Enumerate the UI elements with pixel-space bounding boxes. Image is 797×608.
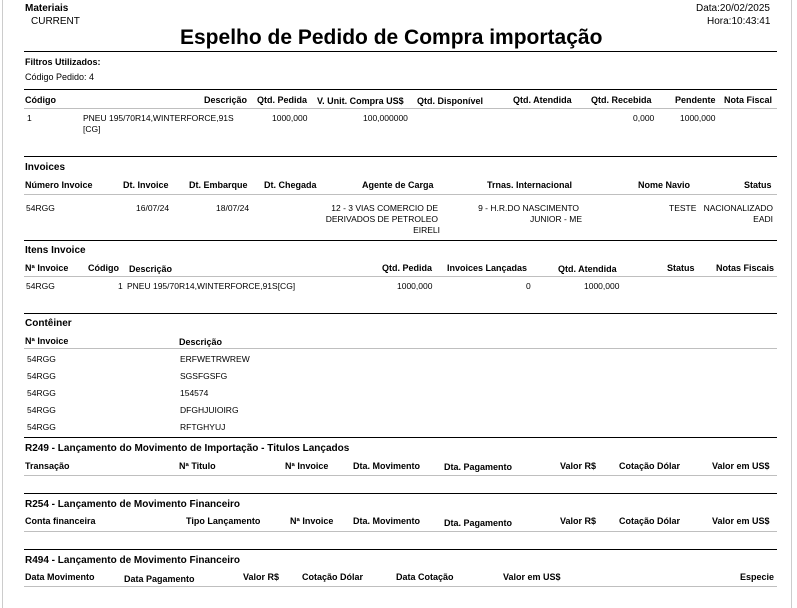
order-header-divider <box>24 108 777 109</box>
order-qtd-pedida: 1000,000 <box>272 113 308 123</box>
r494-col-data-pag: Data Pagamento <box>124 574 195 584</box>
conteiner-row-descricao: 154574 <box>180 388 209 398</box>
r249-col-transacao: Transação <box>25 461 70 471</box>
conteiner-row-invoice: 54RGG <box>27 405 56 415</box>
col-qtd-recebida: Qtd. Recebida <box>591 95 652 105</box>
inv-col-agente: Agente de Carga <box>362 180 434 190</box>
inv-col-dt-embarque: Dt. Embarque <box>189 180 248 190</box>
col-qtd-pedida: Qtd. Pedida <box>257 95 308 105</box>
inv-dt-invoice: 16/07/24 <box>136 203 170 213</box>
conteiner-header-divider <box>24 348 777 349</box>
itens-col-codigo: Código <box>88 263 119 273</box>
inv-numero: 54RGG <box>26 203 55 213</box>
inv-col-dt-chegada: Dt. Chegada <box>264 180 317 190</box>
inv-trans-line2: JUNIOR - ME <box>530 214 582 224</box>
inv-trans-line1: 9 - H.R.DO NASCIMENTO <box>478 203 579 213</box>
inv-col-dt-invoice: Dt. Invoice <box>123 180 169 190</box>
inv-agente-line2: DERIVADOS DE PETROLEO <box>325 214 438 224</box>
r494-col-data-mov: Data Movimento <box>25 572 95 582</box>
order-qtd-recebida: 0,000 <box>633 113 655 123</box>
col-pendente: Pendente <box>675 95 716 105</box>
r494-col-valor-rs: Valor R$ <box>243 572 280 582</box>
r494-title: R494 - Lançamento de Movimento Financeiro <box>25 555 241 566</box>
invoices-divider <box>24 240 777 241</box>
inv-dt-embarque: 18/07/24 <box>216 203 250 213</box>
order-divider <box>24 156 777 157</box>
inv-col-status: Status <box>744 180 772 190</box>
col-codigo: Código <box>25 95 56 105</box>
conteiner-divider <box>24 437 777 438</box>
itens-invoice: 54RGG <box>26 281 55 291</box>
page-left-border <box>2 0 3 608</box>
itens-descricao: PNEU 195/70R14,WINTERFORCE,91S[CG] <box>127 281 296 291</box>
conteiner-row-invoice: 54RGG <box>27 422 56 432</box>
order-descricao-line1: PNEU 195/70R14,WINTERFORCE,91S <box>83 113 234 123</box>
itens-title: Itens Invoice <box>25 245 86 256</box>
inv-agente-line1: 12 - 3 VIAS COMERCIO DE <box>331 203 438 213</box>
itens-header-divider <box>24 276 777 277</box>
itens-qtd-atendida: 1000,000 <box>584 281 620 291</box>
conteiner-row-descricao: DFGHJUIOIRG <box>180 405 239 415</box>
r254-col-invoice: Nª Invoice <box>290 516 334 526</box>
module-label: Materiais <box>25 3 69 14</box>
r254-header-divider <box>24 531 777 532</box>
itens-qtd-pedida: 1000,000 <box>397 281 433 291</box>
environment-label: CURRENT <box>31 16 80 27</box>
col-descricao: Descrição <box>204 95 248 105</box>
r494-col-data-cotacao: Data Cotação <box>396 572 454 582</box>
conteiner-row-descricao: RFTGHYUJ <box>180 422 226 432</box>
r249-col-cotacao: Cotação Dólar <box>619 461 681 471</box>
r494-col-cotacao-dolar: Cotação Dólar <box>302 572 364 582</box>
conteiner-col-descricao: Descrição <box>179 337 223 347</box>
inv-status-line2: EADI <box>753 214 773 224</box>
col-nota-fiscal: Nota Fiscal <box>724 95 773 105</box>
filters-label: Filtros Utilizados: <box>25 57 101 67</box>
col-qtd-disponivel: Qtd. Disponível <box>417 96 484 106</box>
itens-col-status: Status <box>667 263 695 273</box>
r249-col-dta-mov: Dta. Movimento <box>353 461 421 471</box>
r254-col-dta-mov: Dta. Movimento <box>353 516 421 526</box>
page-right-border <box>791 0 792 608</box>
inv-col-navio: Nome Navio <box>638 180 691 190</box>
filters-divider <box>24 89 777 90</box>
conteiner-row-invoice: 54RGG <box>27 354 56 364</box>
itens-codigo: 1 <box>118 281 123 291</box>
r494-col-especie: Especie <box>740 572 775 582</box>
conteiner-row-descricao: SGSFGSFG <box>180 371 228 381</box>
r254-title: R254 - Lançamento de Movimento Financeiro <box>25 499 241 510</box>
r254-col-tipo: Tipo Lançamento <box>186 516 261 526</box>
r249-col-titulo: Nª Titulo <box>179 461 216 471</box>
itens-lancadas: 0 <box>526 281 531 291</box>
itens-col-lancadas: Invoices Lançadas <box>447 263 528 273</box>
col-qtd-atendida: Qtd. Atendida <box>513 95 572 105</box>
col-v-unit: V. Unit. Compra US$ <box>317 96 404 106</box>
itens-col-notas: Notas Fiscais <box>716 263 775 273</box>
conteiner-row-invoice: 54RGG <box>27 388 56 398</box>
filter-codigo-pedido: Código Pedido: 4 <box>25 72 95 82</box>
r254-divider <box>24 549 777 550</box>
order-codigo: 1 <box>27 113 32 123</box>
r254-col-cotacao: Cotação Dólar <box>619 516 681 526</box>
inv-col-numero: Número Invoice <box>25 180 93 190</box>
itens-divider <box>24 313 777 314</box>
conteiner-col-invoice: Nª Invoice <box>25 336 69 346</box>
conteiner-title: Contêiner <box>25 318 72 329</box>
invoices-header-divider <box>24 194 777 195</box>
itens-col-qtd-pedida: Qtd. Pedida <box>382 263 433 273</box>
r254-col-conta: Conta financeira <box>25 516 96 526</box>
inv-status-line1: NACIONALIZADO <box>703 203 773 213</box>
r249-col-invoice: Nª Invoice <box>285 461 329 471</box>
r254-col-valor-us: Valor em US$ <box>712 516 770 526</box>
inv-agente-line3: EIRELI <box>413 225 440 235</box>
itens-col-qtd-atendida: Qtd. Atendida <box>558 264 617 274</box>
r249-title: R249 - Lançamento do Movimento de Importação - Titulos Lançados <box>25 443 350 454</box>
r249-col-valor-rs: Valor R$ <box>560 461 597 471</box>
itens-col-invoice: Nª Invoice <box>25 263 69 273</box>
invoices-title: Invoices <box>25 162 66 173</box>
r254-col-valor-rs: Valor R$ <box>560 516 597 526</box>
conteiner-row-invoice: 54RGG <box>27 371 56 381</box>
r249-divider <box>24 493 777 494</box>
order-pendente: 1000,000 <box>680 113 716 123</box>
report-time: Hora:10:43:41 <box>707 16 771 27</box>
inv-navio: TESTE <box>669 203 697 213</box>
order-descricao-line2: [CG] <box>83 124 101 134</box>
r494-col-valor-us: Valor em US$ <box>503 572 561 582</box>
r494-header-divider <box>24 586 777 587</box>
r249-col-valor-us: Valor em US$ <box>712 461 770 471</box>
r249-col-dta-pag: Dta. Pagamento <box>444 462 513 472</box>
r254-col-dta-pag: Dta. Pagamento <box>444 518 513 528</box>
header-divider <box>24 51 777 52</box>
report-date: Data:20/02/2025 <box>696 3 770 14</box>
conteiner-row-descricao: ERFWETRWREW <box>180 354 250 364</box>
inv-col-trans: Trnas. Internacional <box>487 180 573 190</box>
r249-header-divider <box>24 475 777 476</box>
page-title: Espelho de Pedido de Compra importação <box>180 26 603 49</box>
order-v-unit: 100,000000 <box>363 113 408 123</box>
itens-col-descricao: Descrição <box>129 264 173 274</box>
